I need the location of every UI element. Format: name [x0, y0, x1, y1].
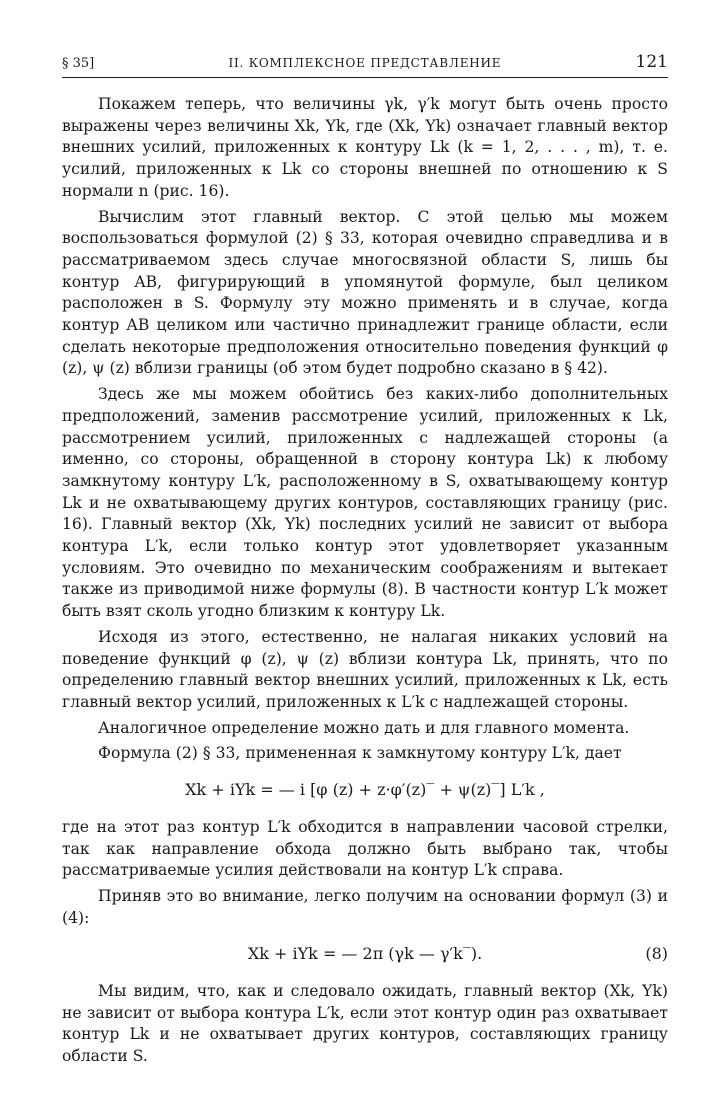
- paragraph: Мы видим, что, как и следовало ожидать, главный вектор (Xk, Yk) не зависит от выбора контура L′k, если этот контур один раз охватывает контур Lk и не охватывает других контуров, составляющих границу области S.: [62, 982, 668, 1066]
- book-page: [62, 52, 668, 1072]
- paragraph: Здесь же мы можем обойтись без каких-либо дополнительных предположений, заменив рассмотрение усилий, приложенных к Lk, рассмотрением усилий, приложенных с надлежащей стороны (а именно, со стороны, обращенной в сторону контура Lk) к любому замкнутому контуру L′k, расположенному в S, охватывающему контур Lk и не охватывающему других контуров, составляющих границу (рис. 16). Главный вектор (Xk, Yk) последних усилий не зависит от выбора контура L′k, если только контур этот удовлетворяет указанным условиям. Это очевидно по механическим соображениям и вытекает также из приводимой ниже формулы (8). В частности контур L′k может быть взят сколь угодно близким к контуру Lk.: [62, 385, 668, 621]
- paragraph: Формула (2) § 33, примененная к замкнутому контуру L′k, дает: [98, 744, 622, 763]
- paragraph: где на этот раз контур L′k обходится в направлении часовой стрелки, так как направление обхода должно быть выбрано так, чтобы рассматриваемые усилия действовали на контур L′k справа.: [62, 817, 668, 880]
- paragraph: Вычислим этот главный вектор. С этой целью мы можем воспользоваться формулой (2) § 33, которая очевидно справедлива и в рассматриваемом здесь случае многосвязной области S, лишь бы контур AB, фигурирующий в упомянутой формуле, был целиком расположен в S. Формулу эту можно применять и в случае, когда контур AB целиком или частично принадлежит границе области, если сделать некоторые предположения относительно поведения функций φ (z), ψ (z) вблизи границы (об этом будет подробно сказано в § 42).: [62, 207, 668, 378]
- formula-8-body: Xk + iYk = — 2π (γk — γ′k‾).: [247, 944, 483, 964]
- paragraph: Приняв это во внимание, легко получим на основании формул (3) и (4):: [62, 886, 668, 927]
- paragraph: Аналогичное определение можно дать и для главного момента.: [98, 718, 630, 737]
- formula-8: [62, 943, 668, 965]
- page-body: [62, 94, 668, 1068]
- running-header: [62, 52, 668, 78]
- paragraph: Покажем теперь, что величины γk, γ′k могут быть очень просто выражены через величины Xk, Yk, где (Xk, Yk) означает главный вектор внешних усилий, приложенных к контуру Lk (k = 1, 2, . . . , m), т. е. усилий, приложенных к Lk со стороны внешней по отношению к S нормали n (рис. 16).: [62, 95, 668, 200]
- chapter-title: II. КОМПЛЕКСНОЕ ПРЕДСТАВЛЕНИЕ: [228, 56, 502, 70]
- formula-main-vector: Xk + iYk = — i [φ (z) + z·φ′(z)‾ + ψ(z)‾] L′k ,: [185, 780, 545, 800]
- formula-8-number: (8): [645, 944, 668, 964]
- paragraph: Исходя из этого, естественно, не налагая никаких условий на поведение функций φ (z), ψ (z) вблизи контура Lk, принять, что по определению главный вектор внешних усилий, приложенных к Lk, есть главный вектор усилий, приложенных к L′k с надлежащей стороны.: [62, 627, 668, 711]
- section-ref: § 35]: [62, 56, 95, 71]
- page-number: 121: [635, 52, 668, 72]
